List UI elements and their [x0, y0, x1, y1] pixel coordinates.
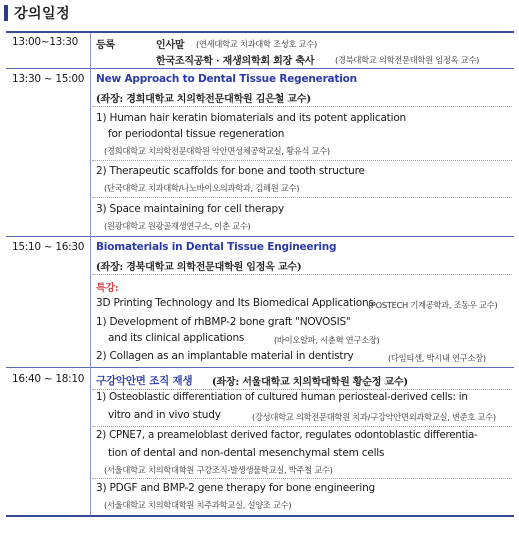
column-divider: [90, 33, 91, 515]
special-lecture-label: 특강:: [96, 283, 119, 294]
row-divider: [6, 236, 514, 237]
row-divider: [6, 68, 514, 69]
dotted-divider: [92, 274, 512, 275]
session-chair: (좌장: 경북대학교 의학전문대학원 임정옥 교수): [96, 262, 302, 273]
talk-title-cont: for periodontal tissue regeneration: [108, 128, 285, 140]
registration-label: 등록: [96, 40, 115, 51]
talk-title: 2) CPNE7, a preameloblast derived factor, regulates odontoblastic differentia-: [96, 430, 478, 441]
talk-speaker: (경희대학교 치의학전문대학원 악안면성체공학교실, 황유식 교수): [104, 146, 330, 156]
special-talk-title: 3D Printing Technology and Its Biomedical Applications: [96, 297, 374, 309]
talk-title-cont: and its clinical applications: [108, 332, 245, 344]
talk-title-cont: vitro and in vivo study: [108, 409, 221, 421]
talk-speaker: (서울대학교 치의학대학원 치주과학교실, 설양조 교수): [104, 500, 292, 510]
talk-title-cont: tion of dental and non-dental mesenchymal stem cells: [108, 447, 385, 459]
session-chair: (좌장: 서울대학교 치의학대학원 황순정 교수): [212, 377, 408, 388]
session-title: Biomaterials in Dental Tissue Engineering: [96, 241, 337, 253]
session-title: New Approach to Dental Tissue Regeneration: [96, 73, 357, 85]
talk-title: 1) Human hair keratin biomaterials and its potent application: [96, 112, 406, 124]
table-bottom-rule: [6, 515, 514, 517]
session-time: 16:40 ~ 18:10: [12, 373, 85, 385]
session-time: 15:10 ~ 16:30: [12, 241, 85, 253]
row-divider: [6, 367, 514, 368]
dotted-divider: [92, 106, 512, 107]
session-time: 13:30 ~ 15:00: [12, 73, 85, 85]
dotted-divider: [92, 478, 512, 479]
table-top-rule: [6, 31, 514, 33]
page-title: 강의일정: [14, 6, 71, 22]
dotted-divider: [92, 197, 512, 198]
greeting-speaker: (연세대학교 치과대학 조성호 교수): [196, 39, 317, 49]
dotted-divider: [92, 426, 512, 427]
section-header: [4, 2, 70, 24]
talk-title: 2) Collagen as an implantable material in dentistry: [96, 350, 354, 362]
celebration-label: 한국조직공학 · 재생의학회 회장 축사: [156, 56, 315, 67]
special-talk-speaker: (POSTECH 기계공학과, 조동우 교수): [368, 300, 498, 310]
header-accent-bar: [4, 5, 8, 21]
talk-speaker: (원광대학교 원광골재생연구소, 이춘 교수): [104, 221, 251, 231]
session-title: 구강악안면 조직 재생: [96, 375, 193, 387]
talk-speaker: (강성대학교 의학전문대학원 치과/구강악안면외과학교실, 변준호 교수): [252, 412, 496, 422]
session-time: 13:00~13:30: [12, 36, 79, 48]
dotted-divider: [92, 160, 512, 161]
talk-title: 1) Development of rhBMP-2 bone graft "NOVOSIS": [96, 316, 351, 328]
session-chair: (좌장: 경희대학교 치의학전문대학원 김은철 교수): [96, 94, 311, 105]
dotted-divider: [92, 389, 512, 390]
talk-title: 3) Space maintaining for cell therapy: [96, 203, 285, 215]
talk-speaker: (다임티센, 박시내 연구소장): [388, 353, 486, 363]
talk-speaker: (서울대학교 치의학대학원 구강조직-발생생물학교실, 박주철 교수): [104, 465, 333, 475]
talk-title: 1) Osteoblastic differentiation of cultured human periosteal-derived cells: in: [96, 392, 468, 403]
talk-speaker: (바이오알파, 시춘혁 연구소장): [274, 335, 380, 345]
greeting-label: 인사말: [156, 40, 185, 51]
talk-title: 2) Therapeutic scaffolds for bone and tooth structure: [96, 165, 365, 177]
talk-speaker: (단국대학교 치과대학/나노바이오의과학과, 김해원 교수): [104, 183, 300, 193]
celebration-speaker: (경북대학교 의학전문대학원 임정옥 교수): [335, 55, 480, 65]
talk-title: 3) PDGF and BMP-2 gene therapy for bone engineering: [96, 482, 376, 494]
